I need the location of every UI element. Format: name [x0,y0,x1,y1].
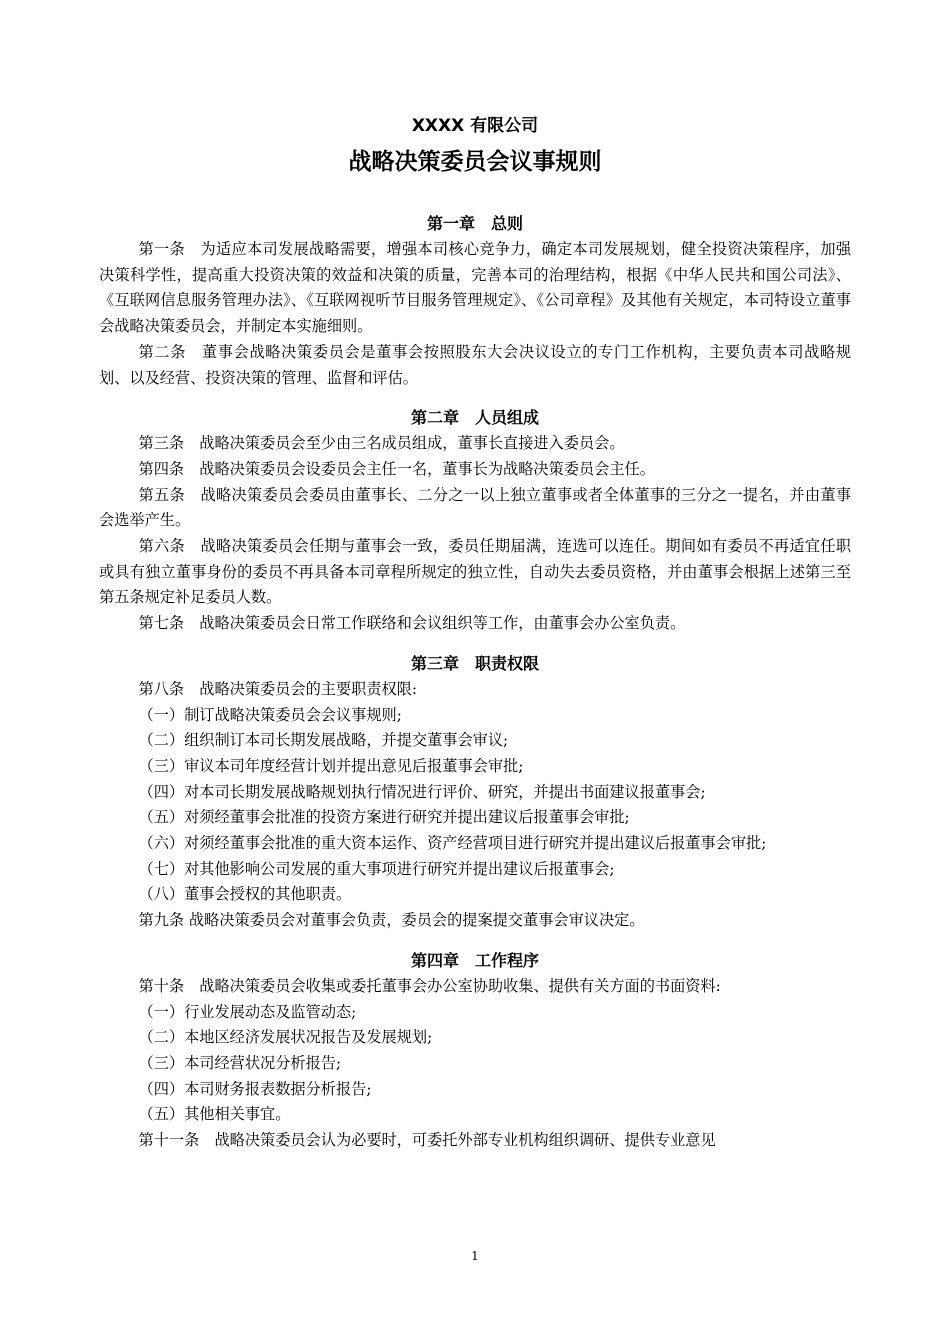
list-item: （八）董事会授权的其他职责。 [138,885,352,904]
chapter-heading: 第三章 职责权限 [410,653,539,673]
document-body [99,211,851,1154]
page-number: 1 [471,1249,479,1263]
chapter-heading: 第四章 工作程序 [410,950,539,970]
article-paragraph: 第十一条 战略决策委员会认为必要时，可委托外部专业机构组织调研、提供专业意见 [138,1131,716,1150]
article-paragraph: 第六条 战略决策委员会任期与董事会一致，委员任期届满，连选可以连任。期间如有委员不再适宜任职或具有独立董事身份的委员不再具备本司章程所规定的独立性，自动失去委员资格，并由董事会根据上述第三至第五条规定补足委员人数。 [99,537,851,607]
list-item: （四）对本司长期发展战略规划执行情况进行评价、研究，并提出书面建议报董事会; [138,782,706,801]
list-item: （一）制订战略决策委员会会议事规则; [138,705,402,724]
article-paragraph: 第五条 战略决策委员会委员由董事长、二分之一以上独立董事或者全体董事的三分之一提名，并由董事会选举产生。 [99,485,851,530]
list-item: （七）对其他影响公司发展的重大事项进行研究并提出建议后报董事会; [138,859,615,878]
list-item: （四）本司财务报表数据分析报告; [138,1079,372,1098]
list-item: （六）对须经董事会批准的重大资本运作、资产经营项目进行研究并提出建议后报董事会审批; [138,834,767,853]
article-paragraph: 第二条 董事会战略决策委员会是董事会按照股东大会决议设立的专门工作机构，主要负责本司战略规划、以及经营、投资决策的管理、监督和评估。 [99,342,851,387]
article-paragraph: 第三条 战略决策委员会至少由三名成员组成，董事长直接进入委员会。 [138,434,625,453]
article-paragraph: 第七条 战略决策委员会日常工作联络和会议组织等工作，由董事会办公室负责。 [138,614,686,633]
list-item: （五）其他相关事宜。 [138,1105,291,1124]
chapter-heading: 第一章 总则 [426,214,523,233]
chapter-heading: 第二章 人员组成 [410,408,539,428]
company-name: XXXX 有限公司 [411,116,539,136]
list-item: （三）审议本司年度经营计划并提出意见后报董事会审批; [138,756,524,775]
article-paragraph: 第八条 战略决策委员会的主要职责权限: [138,679,418,698]
list-item: （五）对须经董事会批准的投资方案进行研究并提出建议后报董事会审批; [138,808,630,827]
list-item: （二）本地区经济发展状况报告及发展规划; [138,1028,433,1047]
list-item: （一）行业发展动态及监管动态; [138,1002,357,1021]
article-paragraph: 第四条 战略决策委员会设委员会主任一名，董事长为战略决策委员会主任。 [138,459,655,478]
document-title: 战略决策委员会议事规则 [348,149,602,175]
list-item: （二）组织制订本司长期发展战略，并提交董事会审议; [138,731,509,750]
list-item: （三）本司经营状况分析报告; [138,1053,342,1072]
article-paragraph: 第一条 为适应本司发展战略需要，增强本司核心竞争力，确定本司发展规划，健全投资决策程序，加强决策科学性，提高重大投资决策的效益和决策的质量，完善本司的治理结构，根据《中华人民共和国公司法》、《互联网信息服务管理办法》、《互联网视听节目服务管理规定》、《公司章程》及其他有关规定，本司特设立董事会战略决策委员会，并制定本实施细则。 [99,240,851,336]
article-paragraph: 第九条 战略决策委员会对董事会负责，委员会的提案提交董事会审议决定。 [138,911,645,930]
article-paragraph: 第十条 战略决策委员会收集或委托董事会办公室协助收集、提供有关方面的书面资料: [138,976,721,995]
